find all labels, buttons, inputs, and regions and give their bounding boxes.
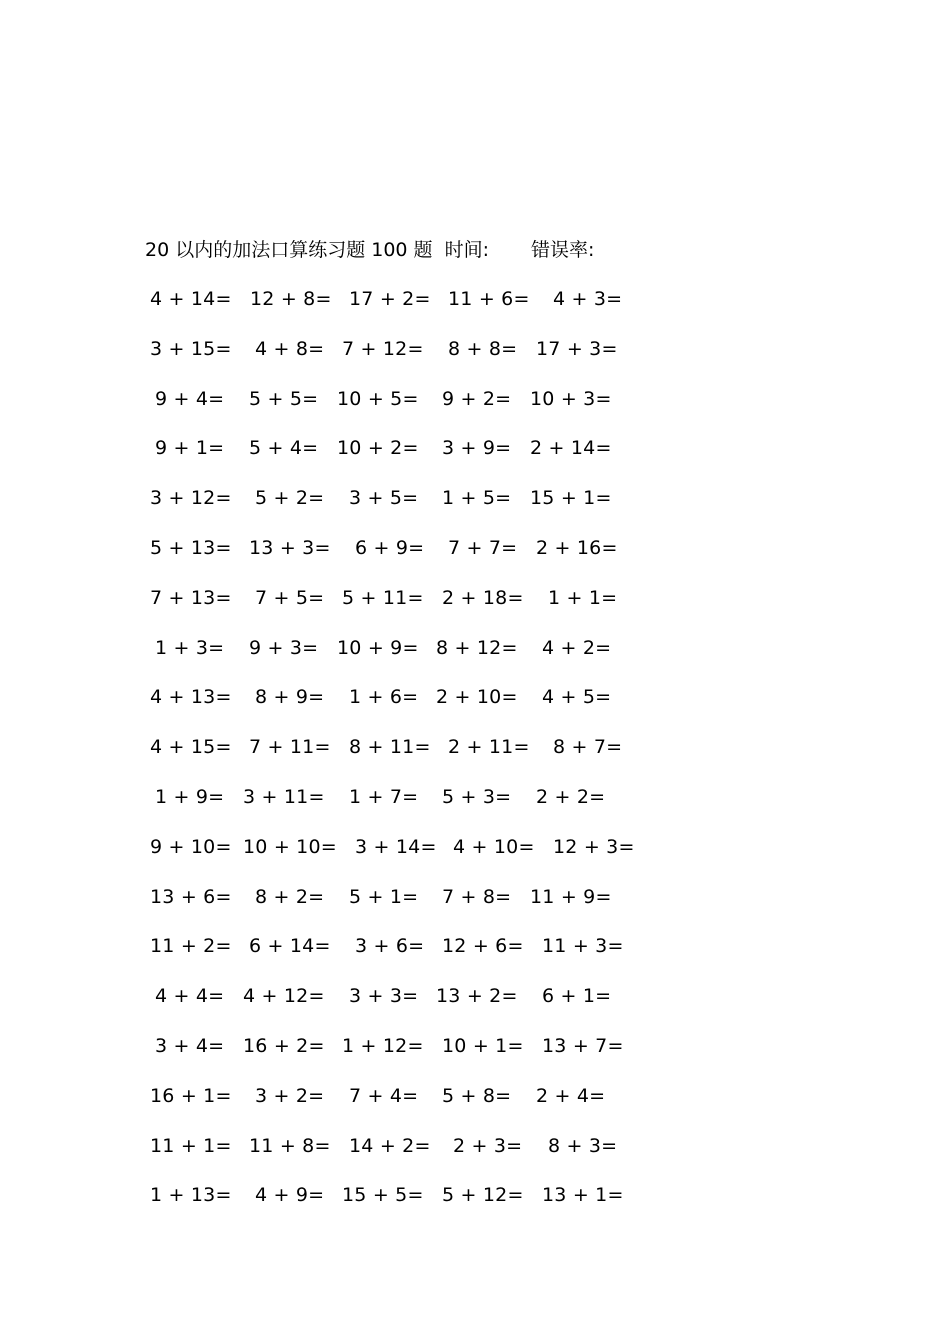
problem-item: 3 + 9=	[442, 437, 512, 460]
error-rate-label: 错误率:	[530, 239, 595, 261]
problem-item: 2 + 10=	[436, 686, 518, 709]
problem-item: 13 + 3=	[249, 536, 331, 559]
problem-row	[0, 883, 950, 933]
problem-item: 2 + 2=	[536, 785, 606, 808]
problem-item: 7 + 11=	[249, 736, 331, 759]
problem-item: 5 + 5=	[249, 387, 319, 410]
problem-item: 8 + 11=	[349, 736, 431, 759]
problem-item: 11 + 9=	[530, 885, 612, 908]
problem-item: 2 + 16=	[536, 536, 618, 559]
problem-row	[0, 285, 950, 335]
problem-item: 7 + 4=	[349, 1084, 419, 1107]
problem-row	[0, 335, 950, 385]
problem-item: 7 + 8=	[442, 885, 512, 908]
problem-item: 4 + 8=	[255, 337, 325, 360]
problem-grid	[0, 285, 950, 1231]
problem-item: 5 + 11=	[342, 586, 424, 609]
problem-item: 7 + 7=	[448, 536, 518, 559]
problem-item: 13 + 2=	[436, 985, 518, 1008]
problem-item: 11 + 1=	[150, 1134, 232, 1157]
problem-item: 4 + 10=	[453, 835, 535, 858]
problem-item: 3 + 14=	[355, 835, 437, 858]
problem-item: 7 + 13=	[150, 586, 232, 609]
problem-item: 1 + 12=	[342, 1034, 424, 1057]
problem-item: 3 + 5=	[349, 487, 419, 510]
problem-item: 10 + 10=	[243, 835, 337, 858]
problem-item: 15 + 1=	[530, 487, 612, 510]
problem-row	[0, 534, 950, 584]
problem-row	[0, 1132, 950, 1182]
problem-item: 8 + 12=	[436, 636, 518, 659]
problem-item: 5 + 2=	[255, 487, 325, 510]
worksheet-title: 20 以内的加法口算练习题 100 题	[145, 239, 433, 261]
problem-item: 16 + 2=	[243, 1034, 325, 1057]
problem-item: 17 + 3=	[536, 337, 618, 360]
problem-item: 8 + 3=	[548, 1134, 618, 1157]
problem-item: 3 + 15=	[150, 337, 232, 360]
problem-item: 5 + 3=	[442, 785, 512, 808]
problem-item: 2 + 11=	[448, 736, 530, 759]
problem-item: 9 + 3=	[249, 636, 319, 659]
problem-item: 1 + 13=	[150, 1184, 232, 1207]
problem-item: 3 + 11=	[243, 785, 325, 808]
problem-item: 3 + 3=	[349, 985, 419, 1008]
problem-item: 10 + 3=	[530, 387, 612, 410]
problem-item: 11 + 3=	[542, 935, 624, 958]
problem-item: 1 + 5=	[442, 487, 512, 510]
problem-row	[0, 634, 950, 684]
problem-item: 2 + 4=	[536, 1084, 606, 1107]
problem-item: 10 + 2=	[337, 437, 419, 460]
problem-item: 4 + 12=	[243, 985, 325, 1008]
problem-item: 6 + 14=	[249, 935, 331, 958]
problem-item: 2 + 14=	[530, 437, 612, 460]
problem-item: 1 + 9=	[155, 785, 225, 808]
problem-row	[0, 1082, 950, 1132]
problem-row	[0, 484, 950, 534]
problem-row	[0, 982, 950, 1032]
problem-item: 5 + 8=	[442, 1084, 512, 1107]
problem-item: 8 + 8=	[448, 337, 518, 360]
problem-item: 5 + 1=	[349, 885, 419, 908]
problem-item: 4 + 9=	[255, 1184, 325, 1207]
problem-row	[0, 833, 950, 883]
problem-item: 11 + 2=	[150, 935, 232, 958]
problem-row	[0, 584, 950, 634]
problem-row	[0, 1181, 950, 1231]
problem-item: 13 + 7=	[542, 1034, 624, 1057]
problem-item: 12 + 3=	[553, 835, 635, 858]
problem-item: 7 + 5=	[255, 586, 325, 609]
problem-item: 8 + 7=	[553, 736, 623, 759]
problem-item: 1 + 6=	[349, 686, 419, 709]
problem-item: 13 + 1=	[542, 1184, 624, 1207]
problem-item: 13 + 6=	[150, 885, 232, 908]
problem-row	[0, 783, 950, 833]
worksheet-header	[145, 236, 594, 264]
problem-item: 3 + 12=	[150, 487, 232, 510]
problem-item: 4 + 13=	[150, 686, 232, 709]
problem-item: 6 + 9=	[355, 536, 425, 559]
problem-item: 4 + 4=	[155, 985, 225, 1008]
problem-item: 3 + 4=	[155, 1034, 225, 1057]
problem-item: 10 + 5=	[337, 387, 419, 410]
problem-item: 12 + 8=	[250, 288, 332, 310]
problem-item: 2 + 3=	[453, 1134, 523, 1157]
problem-row	[0, 385, 950, 435]
problem-item: 2 + 18=	[442, 586, 524, 609]
problem-item: 12 + 6=	[442, 935, 524, 958]
problem-item: 4 + 3=	[553, 288, 623, 310]
problem-item: 9 + 10=	[150, 835, 232, 858]
problem-item: 8 + 2=	[255, 885, 325, 908]
problem-row	[0, 1032, 950, 1082]
problem-row	[0, 434, 950, 484]
problem-item: 17 + 2=	[349, 288, 431, 310]
problem-item: 5 + 13=	[150, 536, 232, 559]
problem-item: 15 + 5=	[342, 1184, 424, 1207]
problem-item: 10 + 1=	[442, 1034, 524, 1057]
problem-item: 8 + 9=	[255, 686, 325, 709]
problem-item: 5 + 4=	[249, 437, 319, 460]
problem-item: 9 + 2=	[442, 387, 512, 410]
problem-item: 14 + 2=	[349, 1134, 431, 1157]
problem-item: 4 + 5=	[542, 686, 612, 709]
problem-row	[0, 733, 950, 783]
problem-item: 16 + 1=	[150, 1084, 232, 1107]
problem-item: 7 + 12=	[342, 337, 424, 360]
problem-item: 9 + 4=	[155, 387, 225, 410]
problem-item: 5 + 12=	[442, 1184, 524, 1207]
problem-item: 9 + 1=	[155, 437, 225, 460]
problem-item: 3 + 2=	[255, 1084, 325, 1107]
problem-item: 4 + 2=	[542, 636, 612, 659]
problem-item: 1 + 1=	[548, 586, 618, 609]
problem-row	[0, 683, 950, 733]
problem-row	[0, 932, 950, 982]
problem-item: 4 + 14=	[150, 288, 232, 310]
problem-item: 10 + 9=	[337, 636, 419, 659]
time-label: 时间:	[444, 239, 489, 261]
problem-item: 3 + 6=	[355, 935, 425, 958]
problem-item: 11 + 8=	[249, 1134, 331, 1157]
problem-item: 11 + 6=	[448, 288, 530, 310]
problem-item: 6 + 1=	[542, 985, 612, 1008]
problem-item: 4 + 15=	[150, 736, 232, 759]
problem-item: 1 + 3=	[155, 636, 225, 659]
problem-item: 1 + 7=	[349, 785, 419, 808]
